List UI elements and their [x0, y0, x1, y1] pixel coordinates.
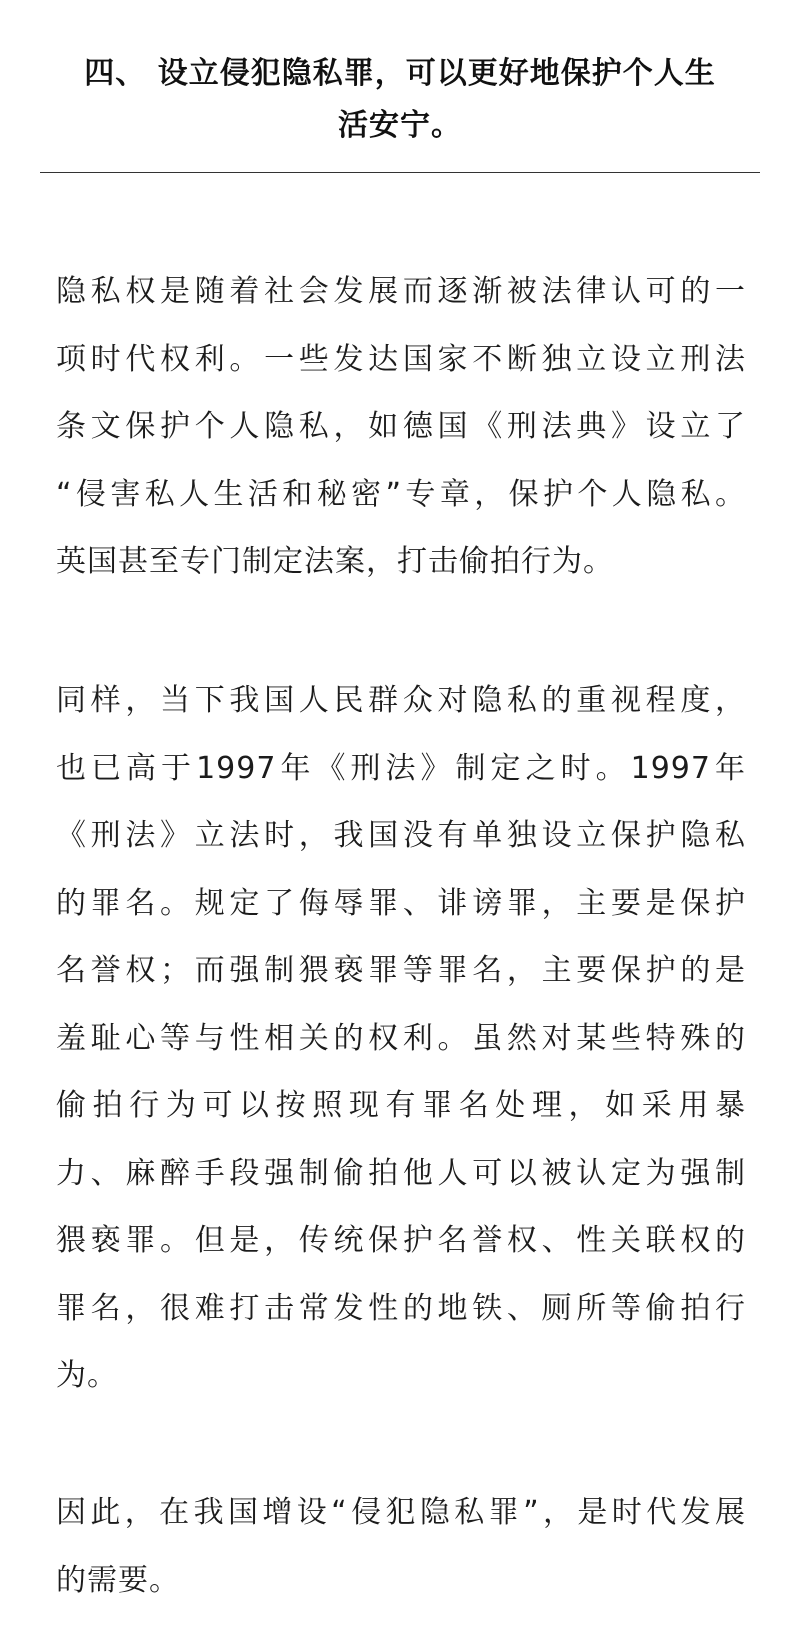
paragraph-privacy-right	[56, 258, 746, 596]
paragraph-line: 《刑法》立法时，我国没有单独设立保护隐私	[56, 818, 746, 853]
paragraph-line: 也已高于1997年《刑法》制定之时。1997年	[56, 750, 746, 786]
paragraph-line: 条文保护个人隐私，如德国《刑法典》设立了	[56, 409, 746, 444]
paragraph-line: “侵害私人生活和秘密”专章，保护个人隐私。	[56, 476, 746, 512]
paragraph-line: 因此，在我国增设“侵犯隐私罪”，是时代发展	[56, 1495, 746, 1530]
paragraph-line: 力、麻醉手段强制偷拍他人可以被认定为强制	[56, 1155, 746, 1191]
paragraph-line: 名誉权；而强制猥亵罪等罪名，主要保护的是	[56, 953, 746, 988]
paragraph-conclusion	[56, 1479, 746, 1614]
paragraph-line: 同样，当下我国人民群众对隐私的重视程度，	[56, 683, 746, 718]
paragraph-line: 英国甚至专门制定法案，打击偷拍行为。	[56, 544, 614, 579]
paragraph-line: 为。	[56, 1358, 118, 1393]
paragraph-line: 罪名，很难打击常发性的地铁、厕所等偷拍行	[56, 1290, 746, 1326]
paragraph-line: 隐私权是随着社会发展而逐渐被法律认可的一	[56, 274, 746, 309]
paragraph-line: 的需要。	[56, 1562, 180, 1598]
heading-line: 四、 设立侵犯隐私罪，可以更好地保护个人生	[84, 56, 716, 91]
paragraph-line: 项时代权利。一些发达国家不断独立设立刑法	[56, 341, 746, 377]
heading-line: 活安宁。	[338, 108, 462, 143]
paragraph-current-law	[56, 667, 746, 1410]
heading-divider	[40, 172, 760, 173]
paragraph-line: 猥亵罪。但是，传统保护名誉权、性关联权的	[56, 1223, 746, 1258]
paragraph-line: 的罪名。规定了侮辱罪、诽谤罪，主要是保护	[56, 885, 746, 921]
section-heading	[40, 48, 760, 152]
paragraph-line: 羞耻心等与性相关的权利。虽然对某些特殊的	[56, 1020, 746, 1056]
paragraph-line: 偷拍行为可以按照现有罪名处理，如采用暴	[56, 1088, 746, 1123]
